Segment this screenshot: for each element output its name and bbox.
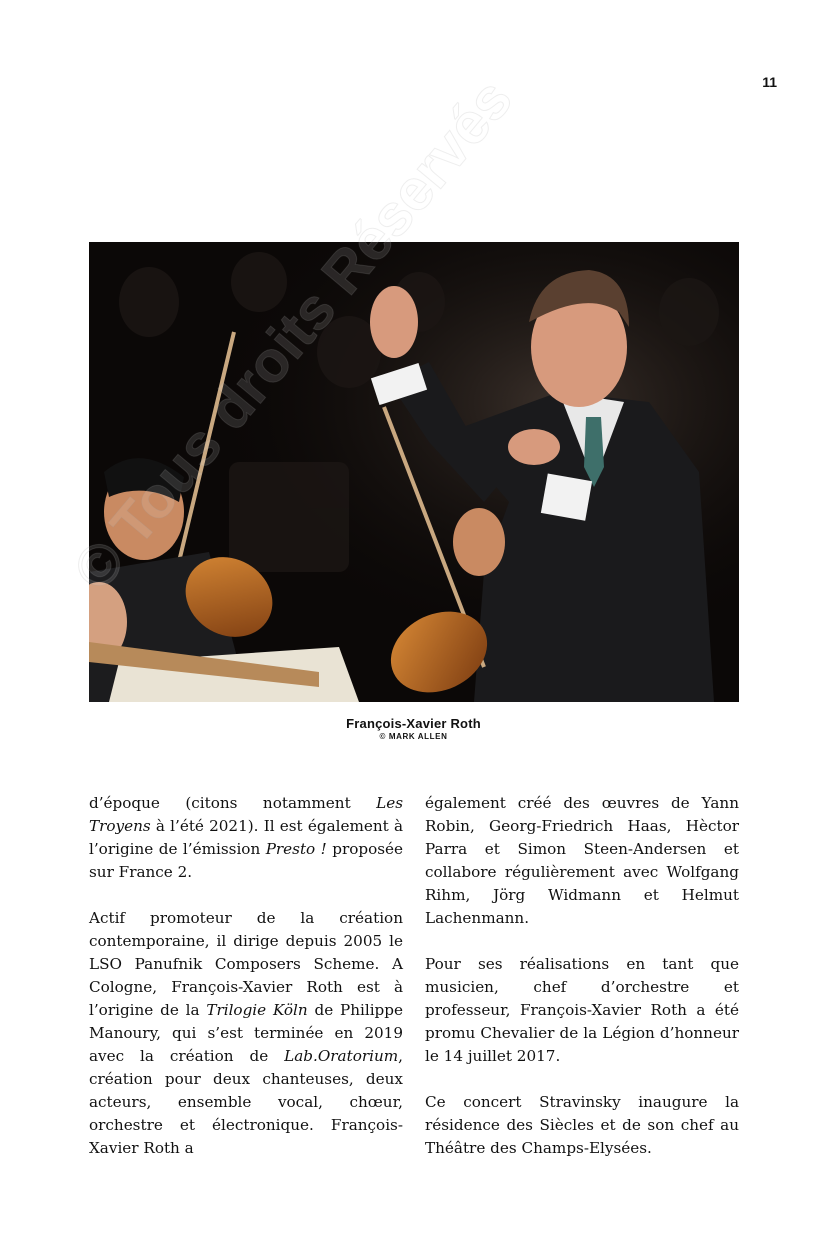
page-number: 11 bbox=[762, 74, 777, 90]
italic-title: Presto ! bbox=[265, 840, 327, 858]
text-run: à l’été 2021). Il est également à l’origine de l’émission bbox=[89, 817, 403, 858]
italic-title: Trilogie Köln bbox=[206, 1001, 308, 1019]
italic-title: Lab.Oratorium bbox=[284, 1047, 399, 1065]
text-column-right bbox=[425, 792, 739, 1183]
text-run: de Philippe Manoury, qui s’est terminée en 2019 avec la création de bbox=[89, 1001, 403, 1065]
watermark: Réservés bbox=[309, 66, 525, 307]
conductor-photo bbox=[89, 242, 739, 702]
text-run: proposée sur France 2. bbox=[89, 840, 403, 881]
text-column-left bbox=[89, 792, 403, 1183]
paragraph: également créé des œuvres de Yann Robin, Georg-Friedrich Haas, Hèctor Parra et Simon Steen-Andersen et collabore régulièrement avec Wolfgang Rihm, Jörg Widmann et Helmut Lachenmann. bbox=[425, 794, 739, 927]
paragraph bbox=[89, 907, 403, 1160]
paragraph: Pour ses réalisations en tant que musicien, chef d’orchestre et professeur, François-Xavier Roth a été promu Chevalier de la Légion d’honneur le 14 juillet 2017. bbox=[425, 955, 739, 1065]
italic-title: Les Troyens bbox=[89, 794, 403, 835]
text-run: d’époque (citons notamment bbox=[89, 794, 377, 812]
text-run: , création pour deux chanteuses, deux acteurs, ensemble vocal, chœur, orchestre et électronique. François-Xavier Roth a bbox=[89, 1047, 403, 1157]
text-run: Actif promoteur de la création contemporaine, il dirige depuis 2005 le LSO Panufnik Composers Scheme. A Cologne, François-Xavier Roth est à l’origine de la bbox=[89, 909, 403, 1019]
caption-credit: © MARK ALLEN bbox=[379, 732, 448, 741]
paragraph bbox=[89, 792, 403, 884]
caption-name: François-Xavier Roth bbox=[346, 716, 481, 731]
paragraph: Ce concert Stravinsky inaugure la résidence des Siècles et de son chef au Théâtre des Champs-Elysées. bbox=[425, 1093, 739, 1157]
photo-caption bbox=[0, 716, 827, 741]
